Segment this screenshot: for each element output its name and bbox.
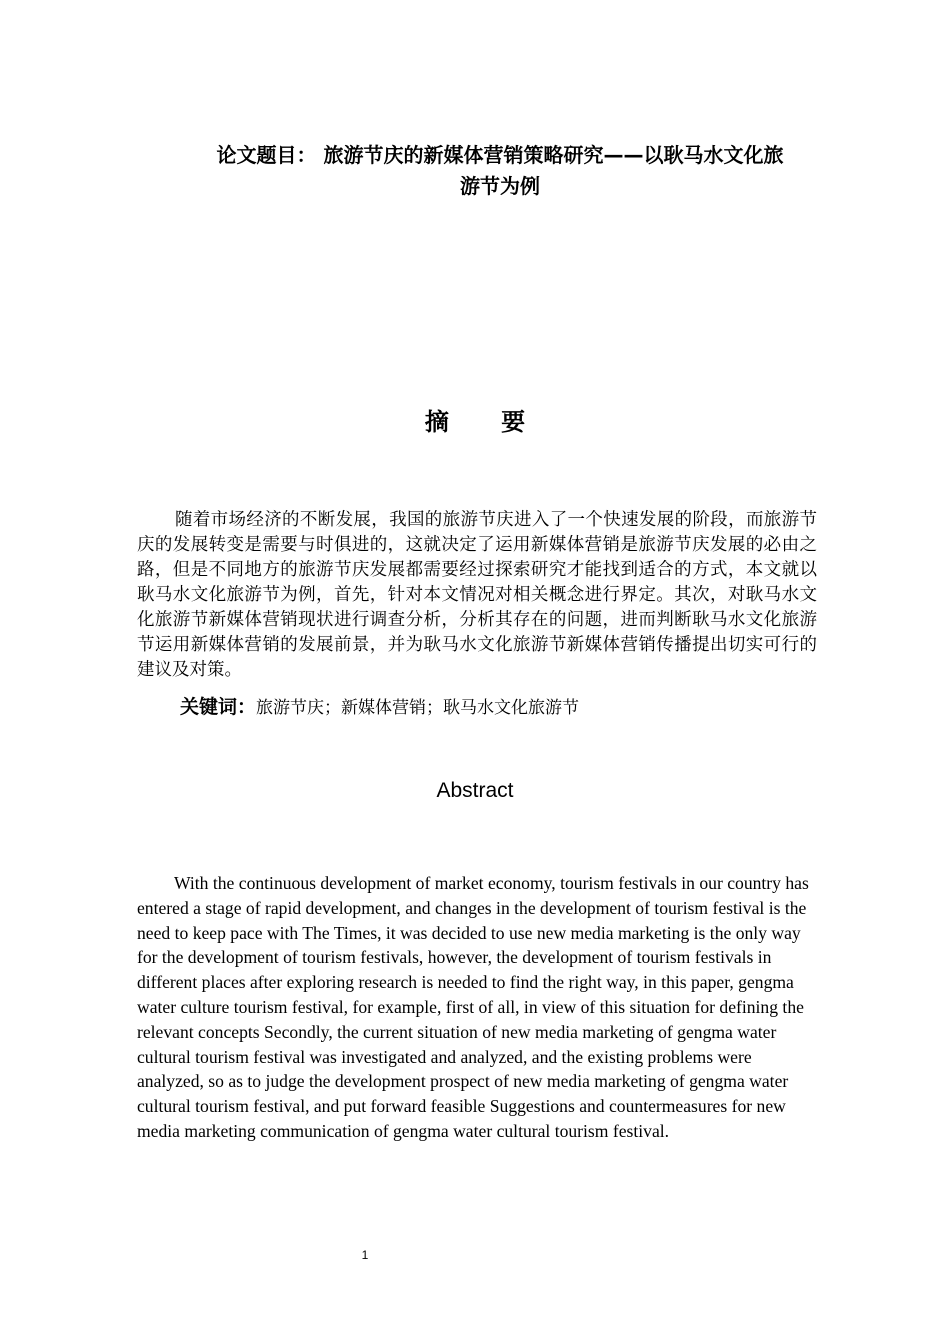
- abstract-en-heading: Abstract: [436, 779, 514, 802]
- keywords-value: 旅游节庆；新媒体营销；耿马水文化旅游节: [256, 698, 580, 718]
- thesis-title-line-1: 论文题目： 旅游节庆的新媒体营销策略研究——以耿马水文化旅: [216, 143, 784, 167]
- keywords-line: [180, 692, 579, 719]
- abstract-en-body: With the continuous development of market economy, tourism festivals in our country has entered a stage of rapid development, and changes in the development of tourism festival is the need to keep pace with The Times, it was decided to use new media marketing is the only way for the development of tourism festivals, however, the development of tourism festivals in different places after exploring research is needed to find the right way, in this paper, gengma water culture tourism festival, for example, first of all, in view of this situation for defining the relevant concepts Secondly, the current situation of new media marketing of gengma water cultural tourism festival was investigated and analyzed, and the existing problems were analyzed, so as to judge the development prospect of new media marketing of gengma water cultural tourism festival, and put forward feasible Suggestions and countermeasures for new media marketing communication of gengma water cultural tourism festival.: [137, 873, 809, 1141]
- page-number: 1: [361, 1248, 369, 1262]
- thesis-title-line-2: 游节为例: [460, 174, 540, 198]
- thesis-title: [160, 140, 840, 202]
- keywords-label: 关键词：: [180, 696, 257, 718]
- abstract-cn-heading: 摘 要: [424, 408, 548, 436]
- abstract-cn-body: 随着市场经济的不断发展，我国的旅游节庆进入了一个快速发展的阶段，而旅游节庆的发展转变是需要与时俱进的，这就决定了运用新媒体营销是旅游节庆发展的必由之路，但是不同地方的旅游节庆发展都需要经过探索研究才能找到适合的方式，本文就以耿马水文化旅游节为例，首先，针对本文情况对相关概念进行界定。其次，对耿马水文化旅游节新媒体营销现状进行调查分析，分析其存在的问题，进而判断耿马水文化旅游节运用新媒体营销的发展前景，并为耿马水文化旅游节新媒体营销传播提出切实可行的建议及对策。: [137, 510, 817, 680]
